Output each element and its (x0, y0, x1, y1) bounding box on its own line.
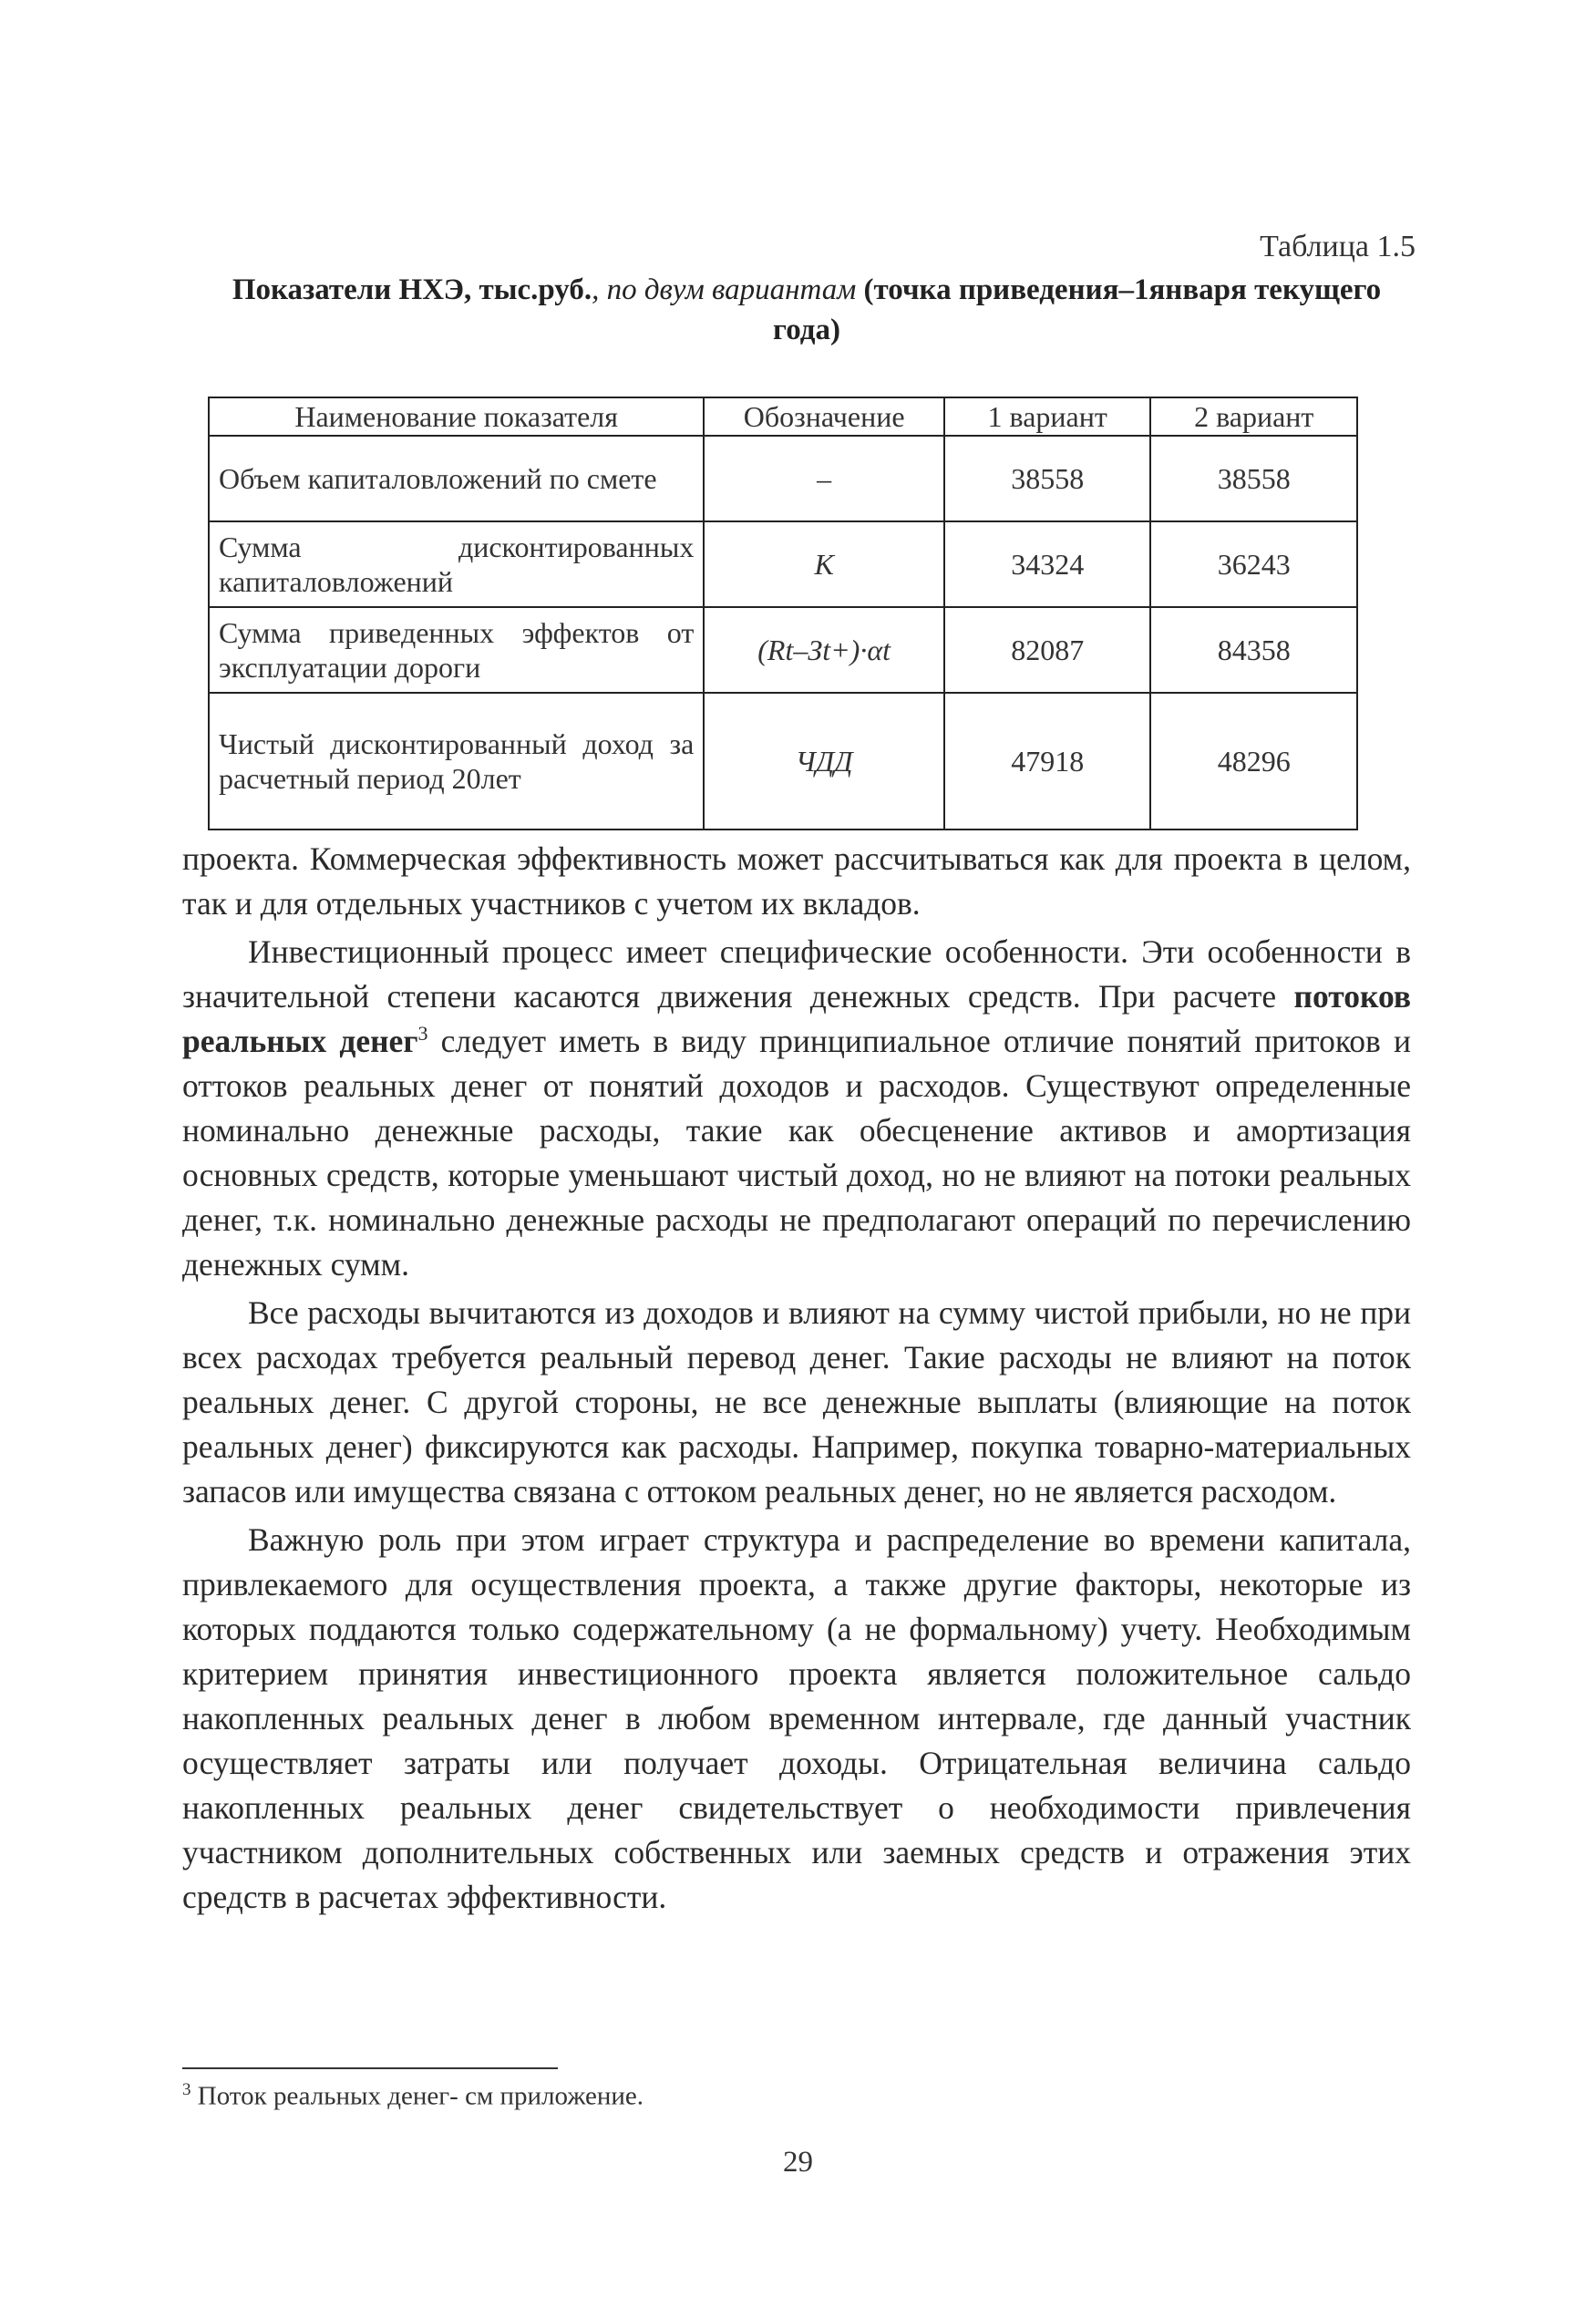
paragraph-2-term: потоков реальных денег (182, 978, 1411, 1059)
paragraph-4: Важную роль при этом играет структура и распределение во времени капитала, привлекаемого для осуществления проекта, а также другие факторы, некоторые из которых поддаются только содержательному (а не формальному) учету. Необходимым критерием принятия инвестиционного проекта является положительное сальдо накопленных реальных денег в любом временном интервале, где данный участник осуществляет затраты или получает доходы. Отрицательная величина сальдо накопленных реальных денег свидетельствует о необходимости привлечения участником дополнительных собственных или заемных средств и отражения этих средств в расчетах эффективности. (182, 1521, 1411, 1915)
row-name: Сумма приведенных эффектов от эксплуатации дороги (209, 607, 704, 693)
footnote (182, 2080, 644, 2112)
row-name: Объем капиталовложений по смете (209, 436, 704, 521)
row-variant-1: 82087 (944, 607, 1151, 693)
footnote-divider (182, 2067, 558, 2069)
paragraph-2-start: Инвестиционный процесс имеет специфические особенности. Эти особенности в значительной степени касаются движения денежных средств. При расчете (182, 933, 1411, 1015)
row-name: Сумма дисконтированных капиталовложений (209, 521, 704, 607)
row-symbol: – (704, 436, 944, 521)
row-symbol: ЧДД (704, 693, 944, 830)
table-row (209, 436, 1357, 521)
row-variant-1: 47918 (944, 693, 1151, 830)
footnote-text: Поток реальных денег- см приложение. (190, 2081, 644, 2111)
row-symbol: (Rt–Зt+)·αt (704, 607, 944, 693)
row-variant-2: 48296 (1150, 693, 1357, 830)
header-symbol: Обозначение (704, 397, 944, 436)
row-symbol: K (704, 521, 944, 607)
table-number: Таблица 1.5 (1260, 230, 1416, 263)
row-variant-1: 38558 (944, 436, 1151, 521)
paragraph-3: Все расходы вычитаются из доходов и влияют на сумму чистой прибыли, но не при всех расходах требуется реальный перевод денег. Такие расходы не влияют на поток реальных денег. С другой стороны, не все денежные выплаты (влияющие на поток реальных денег) фиксируются как расходы. Например, покупка товарно-материальных запасов или имущества связана с оттоком реальных денег, но не является расходом. (182, 1294, 1411, 1510)
table-title (210, 270, 1404, 350)
paragraph-2 (182, 930, 1411, 1287)
row-variant-2: 38558 (1150, 436, 1357, 521)
paragraph-2-end: следует иметь в виду принципиальное отличие понятий притоков и оттоков реальных денег от понятий доходов и расходов. Существуют определенные номинально денежные расходы, такие как обесценение активов и амортизация основных средств, которые уменьшают чистый доход, но не влияют на потоки реальных денег, т.к. номинально денежные расходы не предполагают операций по перечислению денежных сумм. (182, 1023, 1411, 1283)
footnote-mark: 3 (182, 2080, 191, 2099)
page-number: 29 (783, 2146, 813, 2179)
header-variant-1: 1 вариант (944, 397, 1151, 436)
table-title-part3: (точка приведения–1января текущего года) (773, 273, 1382, 346)
footnote-reference: 3 (417, 1022, 428, 1046)
paragraph-1: проекта. Коммерческая эффективность может рассчитываться как для проекта в целом, так и для отдельных участников с учетом их вкладов. (182, 840, 1411, 922)
row-name: Чистый дисконтированный доход за расчетный период 20лет (209, 693, 704, 830)
table-header-row (209, 397, 1357, 436)
row-variant-1: 34324 (944, 521, 1151, 607)
table-title-part2: , по двум вариантам (592, 273, 864, 306)
table-row (209, 521, 1357, 607)
table-row (209, 607, 1357, 693)
indicators-table (208, 397, 1358, 830)
row-variant-2: 84358 (1150, 607, 1357, 693)
table-row (209, 693, 1357, 830)
header-name: Наименование показателя (209, 397, 704, 436)
table-title-part1: Показатели НХЭ, тыс.руб. (232, 273, 592, 306)
header-variant-2: 2 вариант (1150, 397, 1357, 436)
body-text (182, 837, 1411, 1923)
row-variant-2: 36243 (1150, 521, 1357, 607)
